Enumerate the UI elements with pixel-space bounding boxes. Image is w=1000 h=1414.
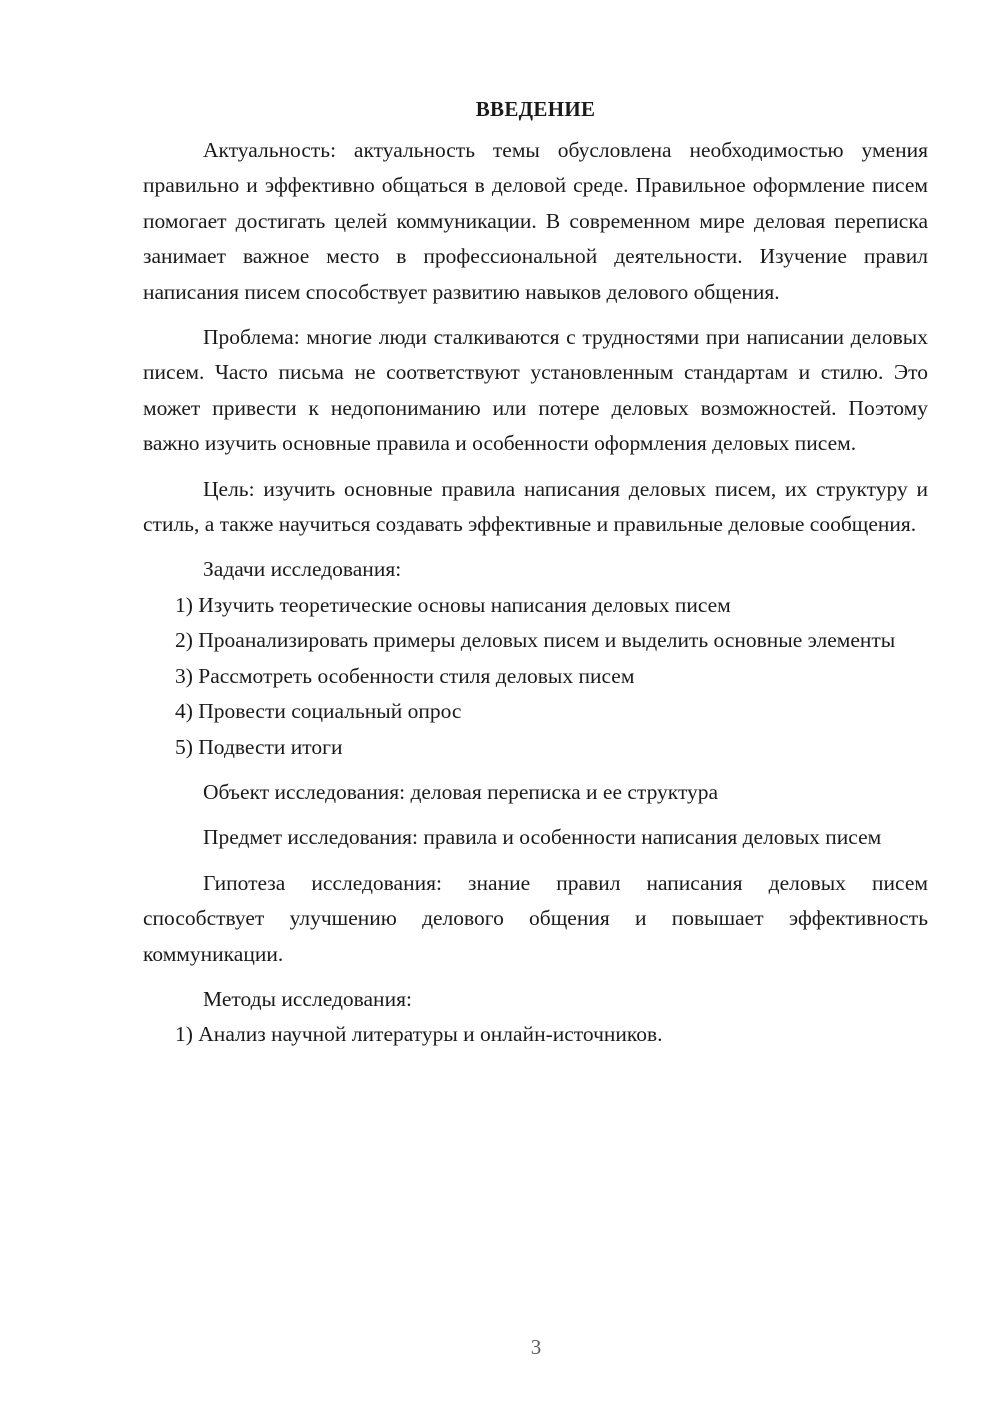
- subject-paragraph: Предмет исследования: правила и особенности написания деловых писем: [203, 825, 882, 850]
- relevance-paragraph: Актуальность: актуальность темы обусловлена необходимостью умения правильно и эффективно общаться в деловой среде. Правильное оформление писем помогает достигать целей коммуникации. В современном мире деловая переписка занимает важное место в профессиональной деятельности. Изучение правил написания писем способствует развитию навыков делового общения.: [143, 138, 928, 304]
- task-item-1: 1) Изучить теоретические основы написания деловых писем: [175, 592, 731, 617]
- task-item-4: 4) Провести социальный опрос: [175, 699, 462, 724]
- task-item-2: 2) Проанализировать примеры деловых писем и выделить основные элементы: [175, 628, 896, 653]
- tasks-heading: Задачи исследования:: [203, 557, 402, 582]
- problem-paragraph: Проблема: многие люди сталкиваются с трудностями при написании деловых писем. Часто письма не соответствуют установленным стандартам и стилю. Это может привести к недопониманию или потере деловых возможностей. Поэтому важно изучить основные правила и особенности оформления деловых писем.: [143, 325, 928, 456]
- page-number: 3: [530, 1335, 542, 1359]
- object-paragraph: Объект исследования: деловая переписка и ее структура: [203, 779, 719, 804]
- methods-heading: Методы исследования:: [203, 986, 412, 1011]
- task-item-5: 5) Подвести итоги: [175, 734, 343, 759]
- goal-paragraph: Цель: изучить основные правила написания деловых писем, их структуру и стиль, а также научиться создавать эффективные и правильные деловые сообщения.: [143, 476, 928, 537]
- task-item-3: 3) Рассмотреть особенности стиля деловых писем: [175, 663, 635, 688]
- method-item-1: 1) Анализ научной литературы и онлайн-источников.: [175, 1022, 663, 1047]
- page-content: [143, 92, 928, 1053]
- page-title: ВВЕДЕНИЕ: [475, 97, 596, 121]
- hypothesis-paragraph: Гипотеза исследования: знание правил написания деловых писем способствует улучшению делового общения и повышает эффективность коммуникации.: [143, 870, 928, 966]
